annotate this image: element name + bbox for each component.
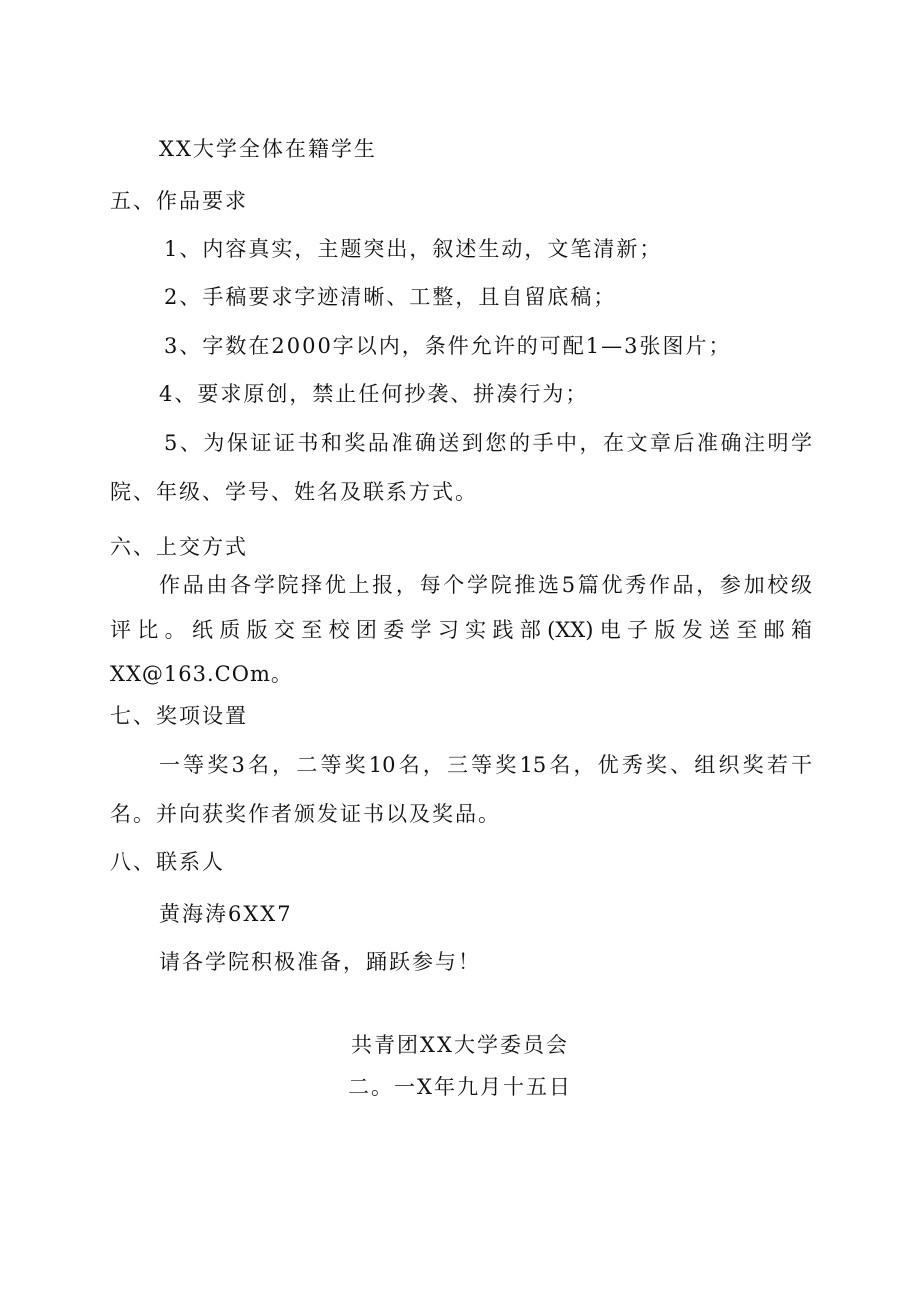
- signature-date: 二。一X年九月十五日: [348, 1075, 572, 1099]
- section-6-email: XX@163.COm。: [110, 662, 293, 686]
- signature-organization: 共青团XX大学委员会: [351, 1033, 569, 1057]
- closing-remark: 请各学院积极准备，踊跃参与！: [159, 950, 481, 974]
- section-5-heading: 五、作品要求: [110, 189, 248, 213]
- section-6-line-2: 评比。纸质版交至校团委学习实践部(XX)电子版发送至邮箱: [110, 618, 812, 642]
- section-5-item-1: 1、内容真实，主题突出，叙述生动，文笔清新；: [164, 237, 663, 261]
- section-5-item-3: 3、字数在2000字以内，条件允许的可配1—3张图片；: [164, 334, 732, 358]
- section-6-heading: 六、上交方式: [110, 535, 248, 559]
- section-7-line-2: 名。并向获奖作者颁发证书以及奖品。: [110, 802, 501, 826]
- target-audience: XX大学全体在籍学生: [159, 137, 377, 161]
- section-5-item-2: 2、手稿要求字迹清晰、工整，且自留底稿；: [164, 285, 617, 309]
- section-5-item-5-cont: 院、年级、学号、姓名及联系方式。: [110, 480, 478, 504]
- section-5-item-5: 5、为保证证书和奖品准确送到您的手中，在文章后准确注明学: [164, 431, 812, 455]
- section-7-heading: 七、奖项设置: [110, 704, 248, 728]
- contact-person: 黄海涛6XX7: [159, 902, 293, 926]
- section-5-item-4: 4、要求原创，禁止任何抄袭、拼凑行为；: [159, 382, 589, 406]
- section-7-line-1: 一等奖3名，二等奖10名，三等奖15名，优秀奖、组织奖若干: [159, 753, 812, 777]
- section-6-line-1: 作品由各学院择优上报，每个学院推选5篇优秀作品，参加校级: [159, 573, 812, 597]
- section-8-heading: 八、联系人: [110, 850, 225, 874]
